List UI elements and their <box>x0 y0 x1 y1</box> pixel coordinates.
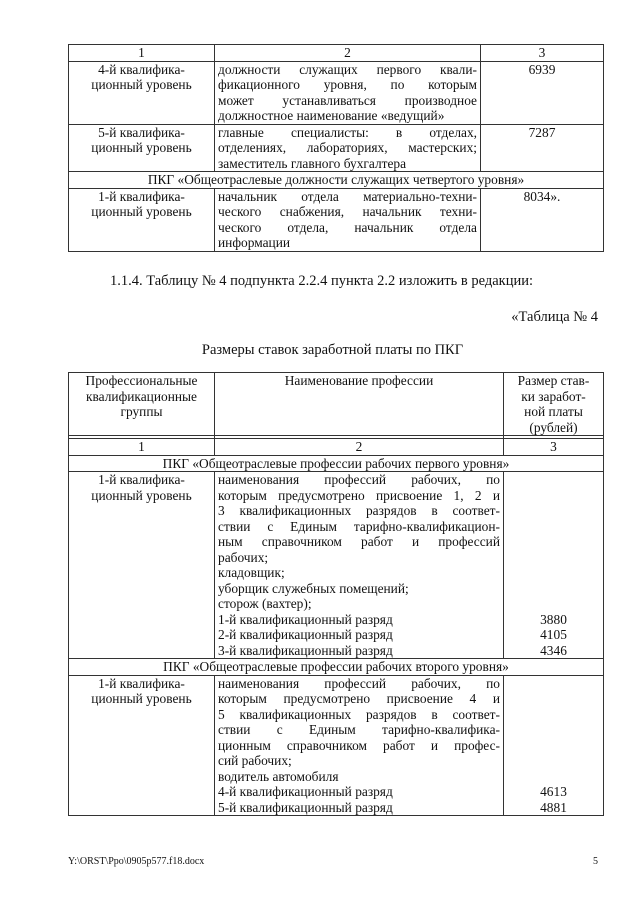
section-heading: ПКГ «Общеотраслевые профессии рабочих первого уровня» <box>69 455 604 472</box>
col-number-1: 1 <box>69 439 215 456</box>
grade-amount: 4613 <box>540 784 567 799</box>
grade-label: 3-й квалификационный разряд <box>218 642 393 658</box>
amendment-paragraph: 1.1.4. Таблицу № 4 подпункта 2.2.4 пункта 2.2 изложить в редакции: <box>110 273 533 289</box>
wage-rates-table <box>68 372 604 816</box>
table-header-row <box>69 373 604 436</box>
table-row <box>69 675 604 816</box>
section-row <box>69 455 604 472</box>
table-title: Размеры ставок заработной платы по ПКГ <box>201 342 464 358</box>
section-row <box>69 172 604 189</box>
grade-label: 4-й квалификационный разряд <box>218 784 393 799</box>
amount-cell: 7287 <box>481 124 604 172</box>
table-row <box>69 188 604 251</box>
table-number-row <box>69 45 604 62</box>
group-cell: 1-й квалифика- ционный уровень <box>69 472 215 659</box>
description-cell: наименования профессий рабочих, по которым предусмотрено присвоение 1, 2 и 3 квалификационных разрядов в соответ- ствии с Единым тарифно-квалификацион- ным справочником работ и профессий рабочих; кладовщик; уборщик служебных помещений; сторож (вахтер); 1-й квалификационный разряд 2-й квалификационный разряд 3-й квалификационный разряд <box>215 472 504 659</box>
grade-amount: 4346 <box>540 642 567 658</box>
group-cell: 4-й квалифика- ционный уровень <box>69 61 215 124</box>
description-cell: должности служащих первого квали- фикационного уровня, по которым может устанавливаться производное должностное наименование «ведущий» <box>215 61 481 124</box>
table-continuation <box>68 44 604 252</box>
table-row <box>69 472 604 659</box>
grade-label: 5-й квалификационный разряд <box>218 799 393 815</box>
table-row <box>69 124 604 172</box>
section-heading: ПКГ «Общеотраслевые должности служащих четвертого уровня» <box>69 172 604 189</box>
amount-cell <box>504 472 604 659</box>
header-profession: Наименование профессии <box>215 373 504 436</box>
header-groups: Профессиональные квалификационные группы <box>69 373 215 436</box>
section-heading: ПКГ «Общеотраслевые профессии рабочих второго уровня» <box>69 659 604 676</box>
description-cell: начальник отдела материально-техни- ческого снабжения, начальник техни- ческого отдела, начальник отдела информации <box>215 188 481 251</box>
table-row <box>69 61 604 124</box>
col-number-3: 3 <box>481 45 604 62</box>
col-number-3: 3 <box>504 439 604 456</box>
grade-amount: 4881 <box>540 799 567 815</box>
table-label: «Таблица № 4 <box>511 309 598 325</box>
amount-cell <box>504 675 604 816</box>
group-cell: 1-й квалифика- ционный уровень <box>69 675 215 816</box>
grade-label: 2-й квалификационный разряд <box>218 627 393 642</box>
col-number-2: 2 <box>215 439 504 456</box>
group-cell: 5-й квалифика- ционный уровень <box>69 124 215 172</box>
section-row <box>69 659 604 676</box>
page-number: 5 <box>593 856 598 867</box>
col-number-1: 1 <box>69 45 215 62</box>
header-rate: Размер став- ки заработ- ной платы (рублей) <box>504 373 604 436</box>
amount-cell: 6939 <box>481 61 604 124</box>
col-number-2: 2 <box>215 45 481 62</box>
grade-label: 1-й квалификационный разряд <box>218 611 393 627</box>
group-cell: 1-й квалифика- ционный уровень <box>69 188 215 251</box>
table-number-row <box>69 439 604 456</box>
grade-amount: 3880 <box>540 611 567 627</box>
amount-cell: 8034». <box>481 188 604 251</box>
footer-file-path: Y:\ORST\Ppo\0905p577.f18.docx <box>68 856 205 867</box>
grade-amount: 4105 <box>540 627 567 642</box>
description-cell: наименования профессий рабочих, по которым предусмотрено присвоение 4 и 5 квалификационных разрядов в соответ- ствии с Единым тарифно-квалифика- ционным справочником работ и профес- сий рабочих; водитель автомобиля 4-й квалификационный разряд 5-й квалификационный разряд <box>215 675 504 816</box>
description-cell: главные специалисты: в отделах, отделениях, лабораториях, мастерских; заместитель главного бухгалтера <box>215 124 481 172</box>
